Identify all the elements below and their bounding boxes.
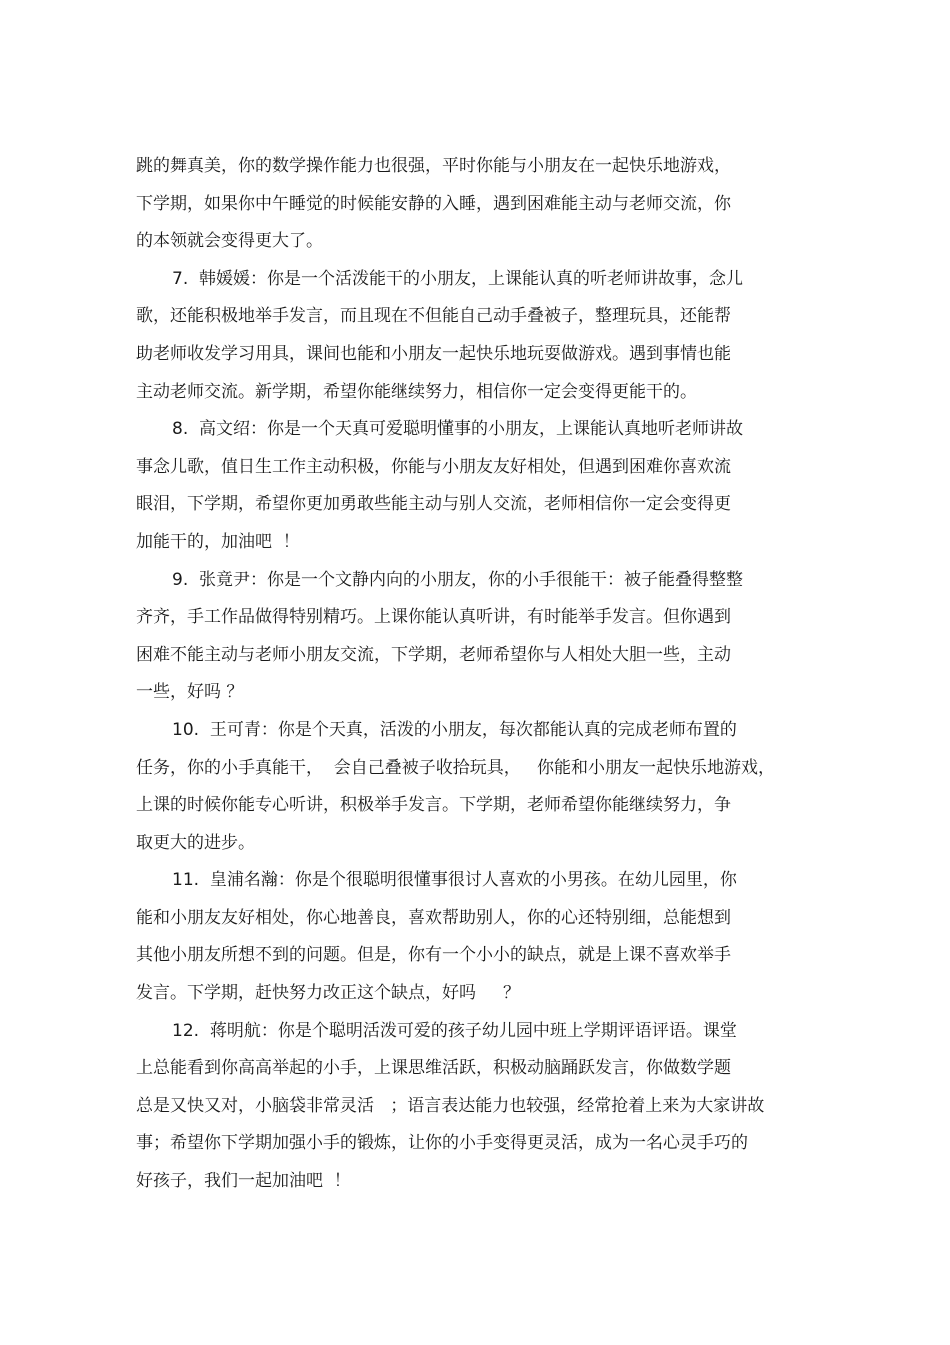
paragraph-first-line: 11. 皇浦名瀚：你是个很聪明很懂事很讨人喜欢的小男孩。在幼儿园里，你 — [172, 870, 737, 891]
paragraph-line: 事念儿歌，值日生工作主动积极，你能与小朋友友好相处，但遇到困难你喜欢流 — [136, 456, 731, 477]
paragraph-first-line: 9. 张竟尹：你是一个文静内向的小朋友，你的小手很能干：被子能叠得整整 — [172, 569, 744, 590]
paragraph-line: 眼泪，下学期，希望你更加勇敢些能主动与别人交流，老师相信你一定会变得更 — [136, 494, 731, 515]
paragraph-line: 好孩子，我们一起加油吧 ！ — [136, 1171, 351, 1192]
paragraph-line: 加能干的，加油吧 ！ — [136, 531, 300, 552]
paragraph-line: 的本领就会变得更大了。 — [136, 231, 323, 252]
paragraph-first-line: 10. 王可青：你是个天真，活泼的小朋友，每次都能认真的完成老师布置的 — [172, 719, 737, 740]
paragraph-line: 发言。下学期，赶快努力改正这个缺点，好吗 ？ — [136, 983, 521, 1004]
paragraph-line: 助老师收发学习用具，课间也能和小朋友一起快乐地玩耍做游戏。遇到事情也能 — [136, 343, 731, 364]
paragraph-first-line: 8. 高文绍：你是一个天真可爱聪明懂事的小朋友，上课能认真地听老师讲故 — [172, 419, 744, 440]
paragraph-line: 下学期，如果你中午睡觉的时候能安静的入睡，遇到困难能主动与老师交流，你 — [136, 193, 731, 214]
paragraph-line: 上课的时候你能专心听讲，积极举手发言。下学期，老师希望你能继续努力，争 — [136, 795, 731, 816]
paragraph-first-line: 7. 韩媛媛：你是一个活泼能干的小朋友，上课能认真的听老师讲故事，念儿 — [172, 268, 744, 289]
paragraph-line: 能和小朋友友好相处，你心地善良，喜欢帮助别人，你的心还特别细，总能想到 — [136, 907, 731, 928]
paragraph-line: 取更大的进步。 — [136, 832, 255, 853]
paragraph-line: 歌，还能积极地举手发言，而且现在不但能自己动手叠被子，整理玩具，还能帮 — [136, 306, 731, 327]
paragraph-line: 跳的舞真美，你的数学操作能力也很强，平时你能与小朋友在一起快乐地游戏， — [136, 156, 731, 176]
document-body — [136, 148, 806, 1201]
paragraph-line: 总是又快又对，小脑袋非常灵活 ；语言表达能力也较强，经常抢着上来为大家讲故 — [136, 1095, 765, 1116]
paragraph-first-line: 12. 蒋明航：你是个聪明活泼可爱的孩子幼儿园中班上学期评语评语。课堂 — [172, 1020, 737, 1041]
paragraph-line: 上总能看到你高高举起的小手，上课思维活跃，积极动脑踊跃发言，你做数学题 — [136, 1058, 731, 1079]
paragraph-line: 困难不能主动与老师小朋友交流，下学期，老师希望你与人相处大胆一些，主动 — [136, 644, 731, 665]
paragraph-line: 齐齐，手工作品做得特别精巧。上课你能认真听讲，有时能举手发言。但你遇到 — [136, 607, 731, 628]
paragraph-line: 主动老师交流。新学期，希望你能继续努力，相信你一定会变得更能干的。 — [136, 381, 697, 402]
paragraph-line: 一些，好吗 ？ — [136, 682, 244, 703]
paragraph-line: 其他小朋友所想不到的问题。但是，你有一个小小的缺点，就是上课不喜欢举手 — [136, 945, 731, 966]
paragraph-line: 事；希望你下学期加强小手的锻炼，让你的小手变得更灵活，成为一名心灵手巧的 — [136, 1133, 748, 1154]
paragraph-line: 任务，你的小手真能干， 会自己叠被子收拾玩具， 你能和小朋友一起快乐地游戏， — [136, 757, 776, 778]
